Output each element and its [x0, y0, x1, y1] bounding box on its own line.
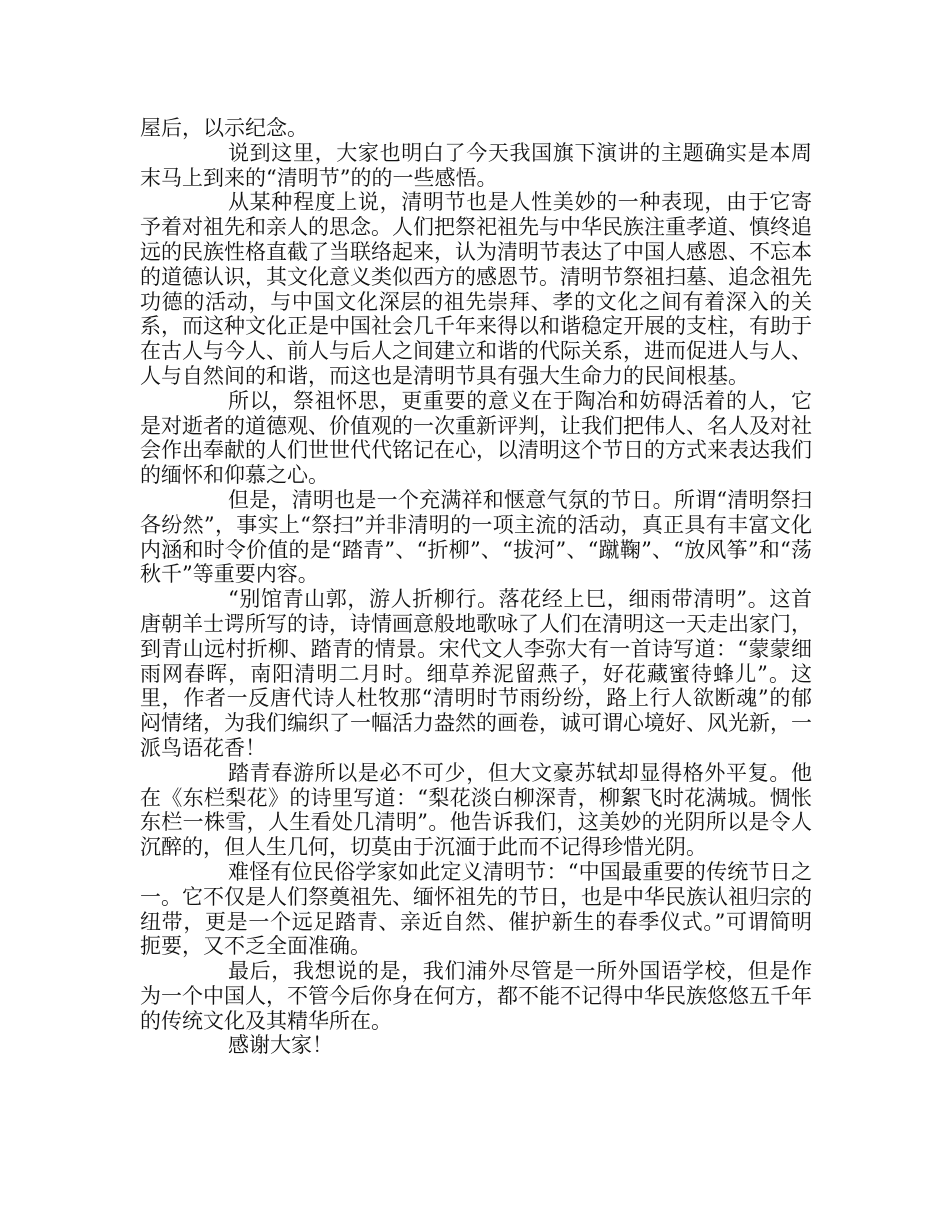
- paragraph-3: 从某种程度上说，清明节也是人性美妙的一种表现，由于它寄予着对祖先和亲人的思念。人们把祭祀祖先与中华民族注重孝道、慎终追远的民族性格直截了当联络起来，认为清明节表达了中国人感恩、不忘本的道德认识，其文化意义类似西方的感恩节。清明节祭祖扫墓、追念祖先功德的活动，与中国文化深层的祖先崇拜、孝的文化之间有着深入的关系，而这种文化正是中国社会几千年来得以和谐稳定开展的支柱，有助于在古人与今人、前人与后人之间建立和谐的代际关系，进而促进人与人、人与自然间的和谐，而这也是清明节具有强大生命力的民间根基。: [140, 190, 812, 388]
- closing-thanks: 感谢大家！: [228, 1033, 333, 1058]
- document-body: [140, 116, 812, 1058]
- paragraph-5: 但是，清明也是一个充满祥和惬意气氛的节日。所谓“清明祭扫各纷然”，事实上“祭扫”并非清明的一项主流的活动，真正具有丰富文化内涵和时令价值的是“踏青”、“折柳”、“拔河”、“蹴鞠”、“放风筝”和“荡秋千”等重要内容。: [140, 487, 812, 587]
- paragraph-6: “别馆青山郭，游人折柳行。落花经上巳，细雨带清明”。这首唐朝羊士谔所写的诗，诗情画意般地歌咏了人们在清明这一天走出家门，到青山远村折柳、踏青的情景。宋代文人李弥大有一首诗写道：“蒙蒙细雨网春晖，南阳清明二月时。细草养泥留燕子，好花藏蜜待蜂儿”。这里，作者一反唐代诗人杜牧那“清明时节雨纷纷，路上行人欲断魂”的郁闷情绪，为我们编织了一幅活力盎然的画卷，诚可谓心境好、风光新，一派鸟语花香！: [140, 587, 812, 760]
- paragraph-1: 屋后，以示纪念。: [140, 116, 308, 140]
- paragraph-9: 最后，我想说的是，我们浦外尽管是一所外国语学校，但是作为一个中国人，不管今后你身在何方，都不能不记得中华民族悠悠五千年的传统文化及其精华所在。: [140, 959, 812, 1033]
- paragraph-8: 难怪有位民俗学家如此定义清明节：“中国最重要的传统节日之一。它不仅是人们祭奠祖先、缅怀祖先的节日，也是中华民族认祖归宗的纽带，更是一个远足踏青、亲近自然、催护新生的春季仪式。”可谓简明扼要，又不乏全面准确。: [140, 859, 812, 959]
- paragraph-7: 踏青春游所以是必不可少，但大文豪苏轼却显得格外平复。他在《东栏梨花》的诗里写道：“梨花淡白柳深青，柳絮飞时花满城。惆怅东栏一株雪，人生看处几清明”。他告诉我们，这美妙的光阴所以是令人沉醉的，但人生几何，切莫由于沉湎于此而不记得珍惜光阴。: [140, 760, 812, 860]
- paragraph-4: 所以，祭祖怀思，更重要的意义在于陶冶和妨碍活着的人，它是对逝者的道德观、价值观的一次重新评判，让我们把伟人、名人及对社会作出奉献的人们世世代代铭记在心，以清明这个节日的方式来表达我们的缅怀和仰慕之心。: [140, 388, 812, 488]
- paragraph-2: 说到这里，大家也明白了今天我国旗下演讲的主题确实是本周末马上到来的“清明节”的的一些感悟。: [140, 140, 812, 190]
